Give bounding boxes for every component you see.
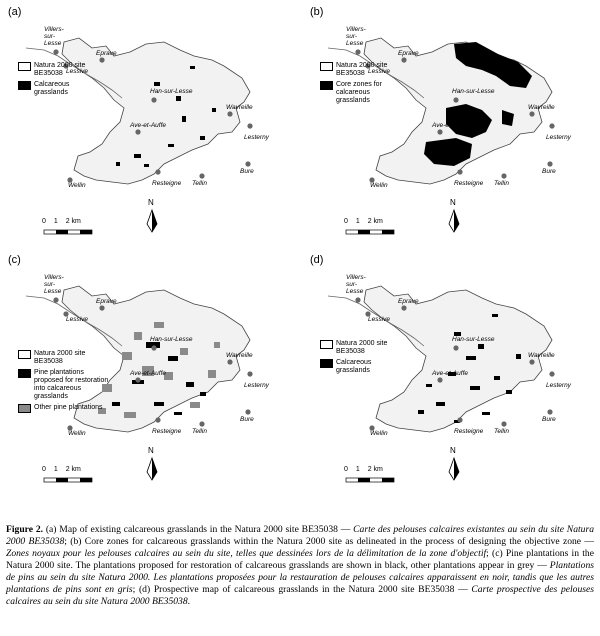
scale-tick: 1	[53, 466, 58, 473]
town-label-wellin: Wellin	[68, 430, 86, 437]
town-marker	[401, 305, 406, 310]
town-label-lesterny: Lesterny	[244, 134, 269, 141]
site-boundary	[62, 38, 250, 184]
town-label-resteigne: Resteigne	[454, 180, 484, 187]
map-panel-c	[4, 252, 294, 497]
town-marker	[437, 129, 442, 134]
caption-text-c: ; (c) Pine plantations in the Natura 2000 site. The plantations proposed for restoration of calcareous grasslands are shown in black, other plantations appear in grey —	[6, 548, 594, 571]
map-legend	[18, 350, 110, 416]
town-label-wavreille: Wavreille	[528, 352, 555, 359]
legend-swatch	[320, 359, 333, 368]
town-marker	[99, 57, 104, 62]
panel-label: (b)	[310, 6, 324, 18]
legend-swatch	[18, 404, 31, 413]
town-label-lesterny: Lesterny	[546, 382, 571, 389]
north-label: N	[148, 446, 154, 455]
town-marker	[247, 123, 252, 128]
town-marker	[199, 421, 204, 426]
town-label-ave: Ave-et-Auffe	[432, 370, 469, 377]
caption-french-a: Carte des pelouses calcaires existantes au sein du site Natura 2000 BE35038	[6, 524, 594, 547]
scale-bar	[44, 230, 92, 234]
town-label-bure: Bure	[542, 168, 556, 175]
legend-swatch	[320, 340, 333, 349]
town-label-ave: Ave-et-Auffe	[130, 370, 167, 377]
map-legend	[320, 340, 402, 378]
town-marker	[155, 417, 160, 422]
north-label: N	[450, 198, 456, 207]
caption-french-d: Carte prospective des pelouses calcaires au sein du site Natura 2000 BE35038	[6, 584, 594, 607]
town-marker	[53, 49, 58, 54]
town-label-resteigne: Resteigne	[454, 428, 484, 435]
town-label-tellin: Tellin	[494, 428, 509, 435]
town-marker	[549, 371, 554, 376]
legend-text: Pine plantations proposed for restoration into calcareous grasslands	[34, 369, 109, 400]
north-arrow	[147, 210, 157, 232]
scale-labels	[42, 466, 81, 473]
north-arrow	[449, 210, 459, 232]
town-marker	[401, 57, 406, 62]
town-label-eprave: Eprave	[96, 50, 117, 57]
town-label-tellin: Tellin	[192, 180, 207, 187]
north-label: N	[450, 446, 456, 455]
scale-tick: 2 km	[367, 218, 383, 225]
town-marker	[53, 297, 58, 302]
town-label-ave: Ave-et-Auffe	[130, 122, 167, 129]
legend-item	[18, 350, 110, 366]
legend-swatch	[18, 62, 31, 71]
town-label-lessive: Lessive	[66, 68, 89, 75]
north-arrow	[147, 458, 157, 480]
town-label-eprave: Eprave	[398, 50, 419, 57]
scale-tick: 1	[355, 218, 360, 225]
town-marker	[227, 111, 232, 116]
scale-bar	[44, 478, 92, 482]
town-label-tellin: Tellin	[494, 180, 509, 187]
town-label-lessive: Lessive	[368, 68, 391, 75]
scale-tick: 2 km	[65, 218, 81, 225]
town-label-tellin: Tellin	[192, 428, 207, 435]
town-marker	[529, 111, 534, 116]
caption-french-b: Zones noyaux pour les pelouses calcaires au sein du site, telles que dessinées lors de la délimitation de la zone d'objectif	[6, 548, 487, 559]
legend-swatch	[320, 81, 333, 90]
scale-tick: 0	[42, 218, 46, 225]
town-label-bure: Bure	[542, 416, 556, 423]
caption-figure-number: Figure 2.	[6, 524, 44, 535]
legend-text: Core zones for calcareous grasslands	[336, 81, 382, 104]
town-label-han: Han-sur-Lesse	[452, 88, 495, 95]
town-label-wellin: Wellin	[68, 182, 86, 189]
scale-labels	[344, 466, 383, 473]
legend-text: Calcareous grasslands	[34, 81, 70, 96]
town-label-eprave: Eprave	[398, 298, 419, 305]
legend-item	[18, 404, 110, 413]
town-label-bure: Bure	[240, 168, 254, 175]
town-marker	[549, 123, 554, 128]
caption-text-b: ; (b) Core zones for calcareous grasslands within the Natura 2000 site as delineated in the process of designing the objective zone —	[64, 536, 595, 547]
scale-tick: 0	[42, 466, 46, 473]
scale-bar	[346, 230, 394, 234]
town-marker	[501, 421, 506, 426]
caption-end: .	[187, 596, 191, 607]
town-marker	[245, 161, 250, 166]
legend-text: Natura 2000 site BE35038	[336, 62, 388, 77]
town-label-lessive: Lessive	[66, 316, 89, 323]
town-label-wellin: Wellin	[370, 430, 388, 437]
town-label-resteigne: Resteigne	[152, 180, 182, 187]
scale-bar	[346, 478, 394, 482]
legend-text: Natura 2000 site BE35038	[34, 350, 86, 365]
legend-text: Natura 2000 site BE35038	[336, 340, 388, 355]
town-marker	[135, 129, 140, 134]
town-label-eprave: Eprave	[96, 298, 117, 305]
town-label-wavreille: Wavreille	[226, 104, 253, 111]
north-arrow	[449, 458, 459, 480]
legend-text: Other pine plantations	[34, 404, 103, 411]
town-marker	[529, 359, 534, 364]
legend-item	[320, 81, 402, 105]
town-label-han: Han-sur-Lesse	[150, 88, 193, 95]
map-panel-d	[306, 252, 596, 497]
town-marker	[151, 97, 156, 102]
town-label-lesterny: Lesterny	[244, 382, 269, 389]
figure-caption	[6, 524, 594, 608]
town-marker	[453, 97, 458, 102]
scale-tick: 1	[53, 218, 58, 225]
town-label-wavreille: Wavreille	[226, 352, 253, 359]
town-marker	[355, 49, 360, 54]
panel-label: (d)	[310, 254, 324, 266]
town-label-villers: Villers-sur-Lesse	[44, 274, 64, 295]
town-label-wellin: Wellin	[370, 182, 388, 189]
town-marker	[135, 377, 140, 382]
north-label: N	[148, 198, 154, 207]
town-marker	[227, 359, 232, 364]
town-label-villers: Villers-sur-Lesse	[346, 26, 366, 47]
town-marker	[501, 173, 506, 178]
legend-item	[320, 340, 402, 356]
town-marker	[99, 305, 104, 310]
town-label-villers: Villers-sur-Lesse	[44, 26, 64, 47]
town-marker	[151, 345, 156, 350]
town-label-resteigne: Resteigne	[152, 428, 182, 435]
town-marker	[199, 173, 204, 178]
town-marker	[155, 169, 160, 174]
town-label-ave: Ave-et-Auffe	[432, 122, 469, 129]
scale-tick: 2 km	[65, 466, 81, 473]
scale-tick: 2 km	[367, 466, 383, 473]
town-marker	[437, 377, 442, 382]
legend-item	[18, 369, 110, 401]
legend-swatch	[18, 369, 31, 378]
scale-tick: 0	[344, 218, 348, 225]
town-marker	[355, 297, 360, 302]
scale-labels	[344, 218, 383, 225]
map-panel-a	[4, 4, 294, 249]
town-label-lesterny: Lesterny	[546, 134, 571, 141]
town-label-han: Han-sur-Lesse	[452, 336, 495, 343]
legend-swatch	[320, 62, 333, 71]
town-marker	[457, 169, 462, 174]
map-panel-b	[306, 4, 596, 249]
panel-label: (c)	[8, 254, 21, 266]
town-marker	[547, 161, 552, 166]
town-label-villers: Villers-sur-Lesse	[346, 274, 366, 295]
town-marker	[457, 417, 462, 422]
caption-french-c: Plantations de pins au sein du site Natura 2000. Les plantations proposées pour la restauration de pelouses calcaires apparaissent en noir, tandis que les autres plantations de pins sont en gris	[6, 560, 594, 595]
town-label-lessive: Lessive	[368, 316, 391, 323]
town-marker	[247, 371, 252, 376]
town-label-han: Han-sur-Lesse	[150, 336, 193, 343]
scale-labels	[42, 218, 81, 225]
town-label-bure: Bure	[240, 416, 254, 423]
town-marker	[453, 345, 458, 350]
legend-swatch	[18, 81, 31, 90]
caption-text-d: ; (d) Prospective map of calcareous grasslands in the Natura 2000 site BE35038 —	[132, 584, 472, 595]
panel-label: (a)	[8, 6, 22, 18]
caption-text-a: (a) Map of existing calcareous grasslands in the Natura 2000 site BE35038 —	[43, 524, 354, 535]
legend-item	[320, 359, 402, 375]
legend-swatch	[18, 350, 31, 359]
town-marker	[245, 409, 250, 414]
town-marker	[547, 409, 552, 414]
scale-tick: 1	[355, 466, 360, 473]
legend-text: Calcareous grasslands	[336, 359, 372, 374]
legend-item	[18, 81, 100, 97]
scale-tick: 0	[344, 466, 348, 473]
legend-text: Natura 2000 site BE35038	[34, 62, 86, 77]
town-label-wavreille: Wavreille	[528, 104, 555, 111]
